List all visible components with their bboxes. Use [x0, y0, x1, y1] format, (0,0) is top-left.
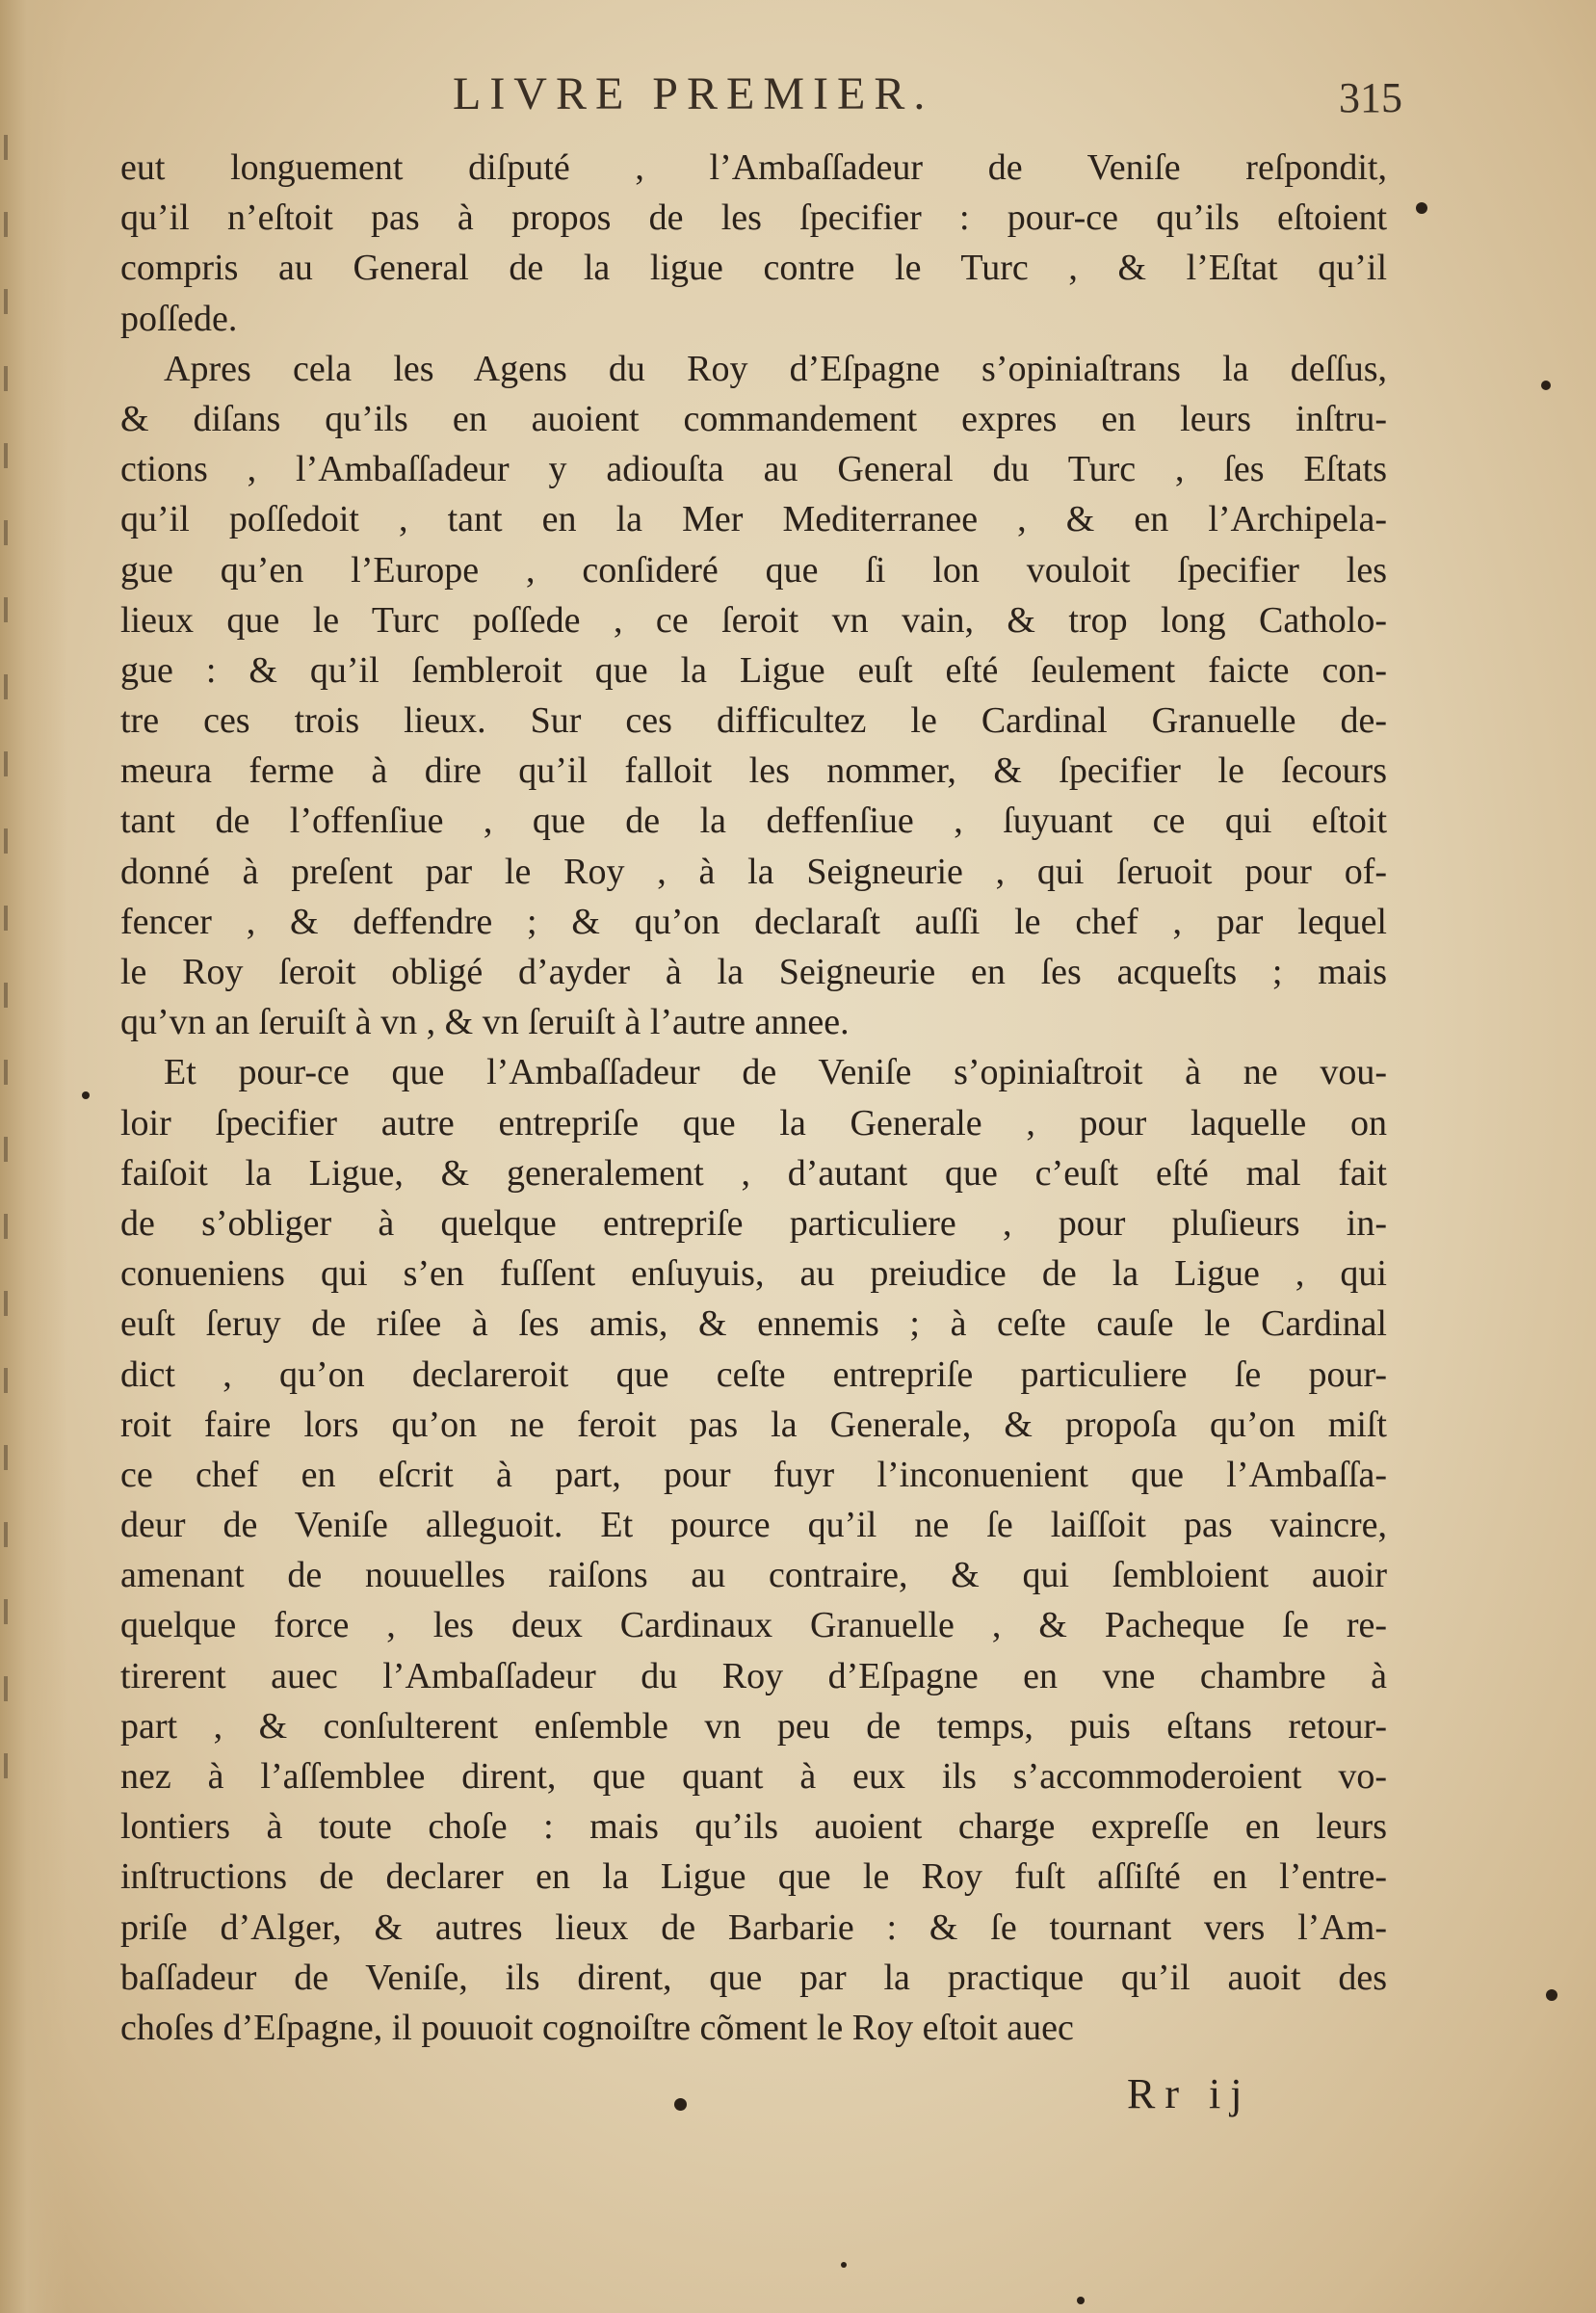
- page-number: 315: [1339, 74, 1402, 121]
- text-line: roit faire lors qu’on ne feroit pas la Generale, & propoſa qu’on miſt: [120, 1404, 1387, 1445]
- gutter-stitch-marks: [0, 96, 39, 2312]
- text-line: ce chef en eſcrit à part, pour fuyr l’inconuenient que l’Ambaſſa-: [120, 1454, 1387, 1495]
- text-line: choſes d’Eſpagne, il pouuoit cognoiſtre cõment le Roy eſtoit auec: [120, 2007, 1074, 2048]
- ink-spot: [1541, 381, 1551, 390]
- text-line: part , & conſulterent enſemble vn peu de temps, puis eſtans retour-: [120, 1705, 1387, 1747]
- text-line: amenant de nouuelles raiſons au contraire, & qui ſembloient auoir: [120, 1555, 1387, 1596]
- text-line: inſtructions de declarer en la Ligue que le Roy fuſt aſſiſté en l’entre-: [120, 1856, 1387, 1898]
- ink-spot: [82, 1091, 90, 1099]
- text-line: Apres cela les Agens du Roy d’Eſpagne s’opiniaſtrans la deſſus,: [164, 348, 1387, 389]
- text-line: loir ſpecifier autre entrepriſe que la Generale , pour laquelle on: [120, 1102, 1387, 1143]
- text-line: donné à preſent par le Roy , à la Seigneurie , qui ſeruoit pour of-: [120, 851, 1387, 892]
- signature-mark: Rr ij: [1127, 2070, 1252, 2117]
- text-line: compris au General de la ligue contre le Turc , & l’Eſtat qu’il: [120, 248, 1387, 289]
- text-line: qu’il poſſedoit , tant en la Mer Mediterranee , & en l’Archipela-: [120, 499, 1387, 540]
- text-line: poſſede.: [120, 298, 238, 339]
- text-line: deur de Veniſe alleguoit. Et pource qu’il ne ſe laiſſoit pas vaincre,: [120, 1505, 1387, 1546]
- text-line: tre ces trois lieux. Sur ces difficultez le Cardinal Granuelle de-: [120, 700, 1387, 742]
- ink-spot: [1416, 202, 1427, 214]
- running-head: LIVRE PREMIER.: [453, 68, 934, 119]
- text-line: ctions , l’Ambaſſadeur y adiouſta au General du Turc , ſes Eſtats: [120, 449, 1387, 490]
- text-line: qu’vn an ſeruiſt à vn , & vn ſeruiſt à l’autre annee.: [120, 1002, 850, 1043]
- text-line: nez à l’aſſemblee dirent, que quant à eux ils s’accommoderoient vo-: [120, 1756, 1387, 1797]
- text-line: conueniens qui s’en fuſſent enſuyuis, au preiudice de la Ligue , qui: [120, 1253, 1387, 1295]
- text-line: quelque force , les deux Cardinaux Granuelle , & Pacheque ſe re-: [120, 1605, 1387, 1646]
- ink-spot: [1546, 1989, 1557, 2001]
- text-line: meura ferme à dire qu’il falloit les nommer, & ſpecifier le ſecours: [120, 750, 1387, 792]
- text-line: Et pour-ce que l’Ambaſſadeur de Veniſe s’opiniaſtroit à ne vou-: [164, 1052, 1387, 1093]
- text-line: gue : & qu’il ſembleroit que la Ligue euſt eſté ſeulement faicte con-: [120, 649, 1387, 691]
- text-line: de s’obliger à quelque entrepriſe particuliere , pour pluſieurs in-: [120, 1202, 1387, 1244]
- text-line: eut longuement diſputé , l’Ambaſſadeur de Veniſe reſpondit,: [120, 147, 1387, 188]
- text-line: & diſans qu’ils en auoient commandement expres en leurs inſtru-: [120, 398, 1387, 439]
- text-line: lontiers à toute choſe : mais qu’ils auoient charge expreſſe en leurs: [120, 1806, 1387, 1848]
- ink-spot: [1077, 2297, 1085, 2304]
- text-line: baſſadeur de Veniſe, ils dirent, que par la practique qu’il auoit des: [120, 1957, 1387, 1998]
- body-text: [120, 143, 1387, 2053]
- text-line: tirerent auec l’Ambaſſadeur du Roy d’Eſpagne en vne chambre à: [120, 1655, 1387, 1696]
- text-line: faiſoit la Ligue, & generalement , d’autant que c’euſt eſté mal fait: [120, 1152, 1387, 1194]
- ink-spot: [841, 2262, 847, 2268]
- text-line: le Roy ſeroit obligé d’ayder à la Seigneurie en ſes acqueſts ; mais: [120, 952, 1387, 992]
- text-line: dict , qu’on declareroit que ceſte entrepriſe particuliere ſe pour-: [120, 1354, 1387, 1395]
- text-line: gue qu’en l’Europe , conſideré que ſi lon vouloit ſpecifier les: [120, 549, 1387, 591]
- text-line: euſt ſeruy de riſee à ſes amis, & ennemis ; à ceſte cauſe le Cardinal: [120, 1303, 1387, 1345]
- text-line: priſe d’Alger, & autres lieux de Barbarie : & ſe tournant vers l’Am-: [120, 1906, 1387, 1948]
- text-line: fencer , & deffendre ; & qu’on declaraſt auſſi le chef , par lequel: [120, 901, 1387, 942]
- text-line: qu’il n’eſtoit pas à propos de les ſpecifier : pour-ce qu’ils eſtoient: [120, 197, 1387, 239]
- text-line: tant de l’offenſiue , que de la deffenſiue , ſuyuant ce qui eſtoit: [120, 801, 1387, 842]
- ink-spot: [674, 2098, 687, 2111]
- text-line: lieux que le Turc poſſede , ce ſeroit vn vain, & trop long Catholo-: [120, 599, 1387, 641]
